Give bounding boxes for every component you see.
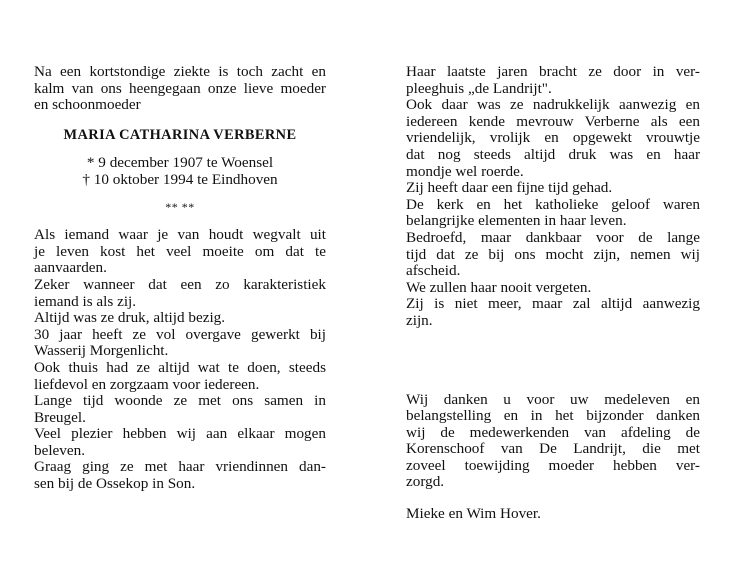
paragraph <box>406 296 700 329</box>
text-line: Zeker wanneer dat een zo karakteristiek <box>34 275 326 293</box>
text-line: Ook daar was ze nadrukkelijk aanwezig en <box>406 96 700 114</box>
text-line: sen bij de Ossekop in Son. <box>34 475 196 493</box>
text-line: afscheid. <box>406 262 461 280</box>
intro-line: en schoonmoeder <box>34 96 141 114</box>
text-line: je leven kost het veel moeite om dat te <box>34 242 326 260</box>
text-line: beleven. <box>34 441 86 459</box>
paragraph <box>34 393 326 426</box>
text-line: Wij danken u voor uw medeleven en <box>406 390 700 408</box>
text-line: Als iemand waar je van houdt wegvalt uit <box>34 226 326 244</box>
paragraph <box>406 180 700 197</box>
text-line: Lange tijd woonde ze met ons samen in <box>34 392 326 410</box>
intro-text <box>34 64 326 114</box>
text-line: pleeghuis „de Landrijt". <box>406 79 552 97</box>
text-line: vriendelijk, vrolijk en opgewekt vrouwtje <box>406 129 700 147</box>
text-line: zorgd. <box>406 473 445 491</box>
text-line: Zij is niet meer, maar zal altijd aanwezig <box>406 295 700 313</box>
text-line: dat nog steeds altijd druk was en haar <box>406 145 700 163</box>
text-line: De kerk en het katholieke geloof waren <box>406 195 700 213</box>
text-line: We zullen haar nooit vergeten. <box>406 278 592 296</box>
text-line: tijd dat ze bij ons mocht zijn, nemen wij <box>406 245 700 263</box>
paragraph <box>406 97 700 180</box>
text-line: zijn. <box>406 311 433 329</box>
separator: ** ** <box>165 199 195 214</box>
text-line: mondje wel roerde. <box>406 162 524 180</box>
text-line: Bedroefd, maar dankbaar voor de lange <box>406 228 700 246</box>
paragraph <box>406 230 700 280</box>
paragraph <box>34 277 326 310</box>
intro-line: kalm van ons heengegaan onze lieve moeder <box>34 79 326 97</box>
text-line: Haar laatste jaren bracht ze door in ver- <box>406 63 700 80</box>
paragraph <box>34 327 326 360</box>
paragraph <box>34 426 326 459</box>
text-line: belangstelling en in het bijzonder danken <box>406 407 700 425</box>
text-line: belangrijke elementen in haar leven. <box>406 212 627 230</box>
text-line: Altijd was ze druk, altijd bezig. <box>34 309 226 327</box>
paragraph <box>406 197 700 230</box>
text-line: zoveel toewijding moeder hebben ver- <box>406 456 700 474</box>
text-line: iemand is als zij. <box>34 292 137 310</box>
right-column <box>406 64 700 523</box>
thanks-paragraph <box>406 392 700 492</box>
text-line: Breugel. <box>34 408 86 426</box>
paragraph <box>34 227 326 277</box>
right-paragraphs <box>406 64 700 330</box>
paragraph <box>34 459 326 492</box>
text-line: aanvaarden. <box>34 259 107 277</box>
paragraph <box>406 64 700 97</box>
text-line: Korenschoof van De Landrijt, die met <box>406 440 700 458</box>
birth-date: * 9 december 1907 te Woensel <box>86 154 274 172</box>
left-column <box>34 64 326 493</box>
text-line: 30 jaar heeft ze vol overgave gewerkt bij <box>34 325 326 343</box>
text-line: iedereen kende mevrouw Verberne als een <box>406 112 700 130</box>
paragraph <box>34 360 326 393</box>
deceased-name: MARIA CATHARINA VERBERNE <box>63 126 297 143</box>
text-line: Graag ging ze met haar vriendinnen dan- <box>34 458 326 476</box>
intro-line: Na een kortstondige ziekte is toch zacht en <box>34 63 326 80</box>
left-paragraphs <box>34 227 326 493</box>
text-line: Ook thuis had ze altijd wat te doen, steeds <box>34 358 326 376</box>
paragraph <box>34 310 326 327</box>
text-line: wij de medewerkenden van afdeling de <box>406 423 700 441</box>
signature: Mieke en Wim Hover. <box>406 505 541 523</box>
text-line: liefdevol en zorgzaam voor iedereen. <box>34 375 260 393</box>
text-line: Veel plezier hebben wij aan elkaar mogen <box>34 425 326 443</box>
death-date: † 10 oktober 1994 te Eindhoven <box>82 170 278 188</box>
text-line: Wasserij Morgenlicht. <box>34 342 169 360</box>
text-line: Zij heeft daar een fijne tijd gehad. <box>406 179 613 197</box>
paragraph <box>406 280 700 297</box>
